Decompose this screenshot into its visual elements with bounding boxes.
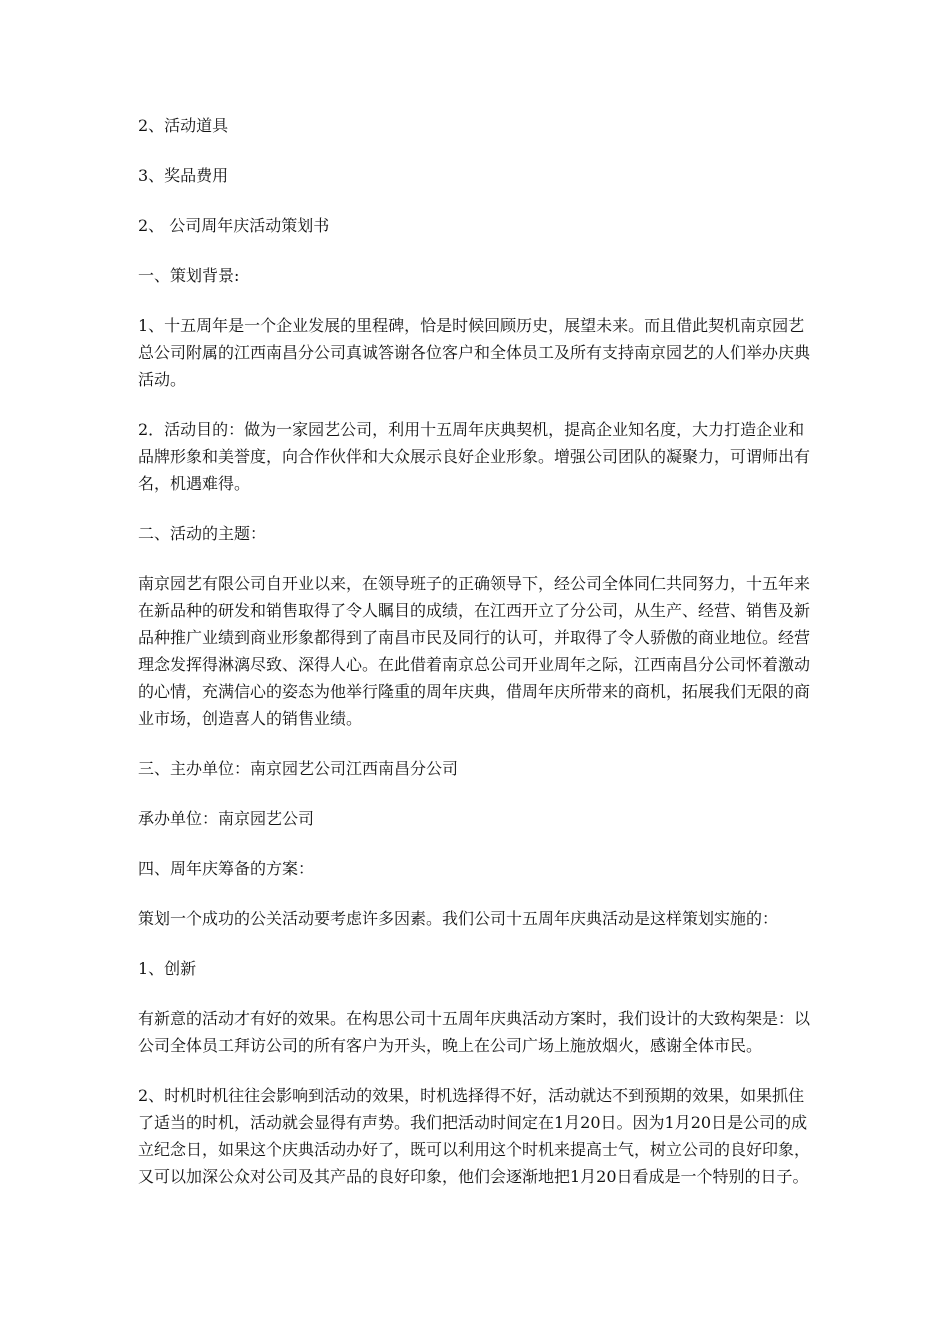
paragraph-innovation-body: 有新意的活动才有好的效果。在构思公司十五周年庆典活动方案时，我们设计的大致构架是：以公司全体员工拜访公司的所有客户为开头，晚上在公司广场上施放烟火，感谢全体市民。 bbox=[138, 1009, 811, 1055]
paragraph-co-organizer: 承办单位：南京园艺公司 bbox=[138, 809, 315, 828]
paragraph-background-1: 1、十五周年是一个企业发展的里程碑，恰是时候回顾历史，展望未来。而且借此契机南京园艺总公司附属的江西南昌分公司真诚答谢各位客户和全体员工及所有支持南京园艺的人们举办庆典活动。 bbox=[138, 316, 811, 389]
paragraph-theme-body: 南京园艺有限公司自开业以来，在领导班子的正确领导下，经公司全体同仁共同努力，十五年来在新品种的研发和销售取得了令人瞩目的成绩，在江西开立了分公司，从生产、经营、销售及新品种推广业绩到商业形象都得到了南昌市民及同行的认可，并取得了令人骄傲的商业地位。经营理念发挥得淋漓尽致、深得人心。在此借着南京总公司开业周年之际，江西南昌分公司怀着激动的心情，充满信心的姿态为他举行隆重的周年庆典，借周年庆所带来的商机，拓展我们无限的商业市场，创造喜人的销售业绩。 bbox=[138, 574, 811, 728]
section-title-anniversary-plan: 2、 公司周年庆活动策划书 bbox=[138, 216, 330, 235]
list-item-prize-costs: 3、奖品费用 bbox=[138, 166, 229, 185]
heading-preparation-plan: 四、周年庆筹备的方案： bbox=[138, 859, 315, 878]
paragraph-timing: 2、时机时机往往会影响到活动的效果，时机选择得不好，活动就达不到预期的效果，如果抓住了适当的时机，活动就会显得有声势。我们把活动时间定在1月20日。因为1月20日是公司的成立纪念日，如果这个庆典活动办好了，既可以利用这个时机来提高士气，树立公司的良好印象，又可以加深公众对公司及其产品的良好印象，他们会逐渐地把1月20日看成是一个特别的日子。 bbox=[138, 1086, 811, 1186]
paragraph-planning-factors: 策划一个成功的公关活动要考虑许多因素。我们公司十五周年庆典活动是这样策划实施的： bbox=[138, 909, 779, 928]
list-item-innovation: 1、创新 bbox=[138, 959, 197, 978]
document-body bbox=[138, 112, 818, 1213]
paragraph-activity-purpose: 2．活动目的：做为一家园艺公司，利用十五周年庆典契机，提高企业知名度，大力打造企业和品牌形象和美誉度，向合作伙伴和大众展示良好企业形象。增强公司团队的凝聚力，可谓师出有名，机遇难得。 bbox=[138, 420, 811, 493]
list-item-activity-props: 2、活动道具 bbox=[138, 116, 229, 135]
heading-planning-background: 一、策划背景: bbox=[138, 266, 240, 285]
heading-activity-theme: 二、活动的主题： bbox=[138, 524, 267, 543]
heading-organizer: 三、主办单位：南京园艺公司江西南昌分公司 bbox=[138, 759, 459, 778]
